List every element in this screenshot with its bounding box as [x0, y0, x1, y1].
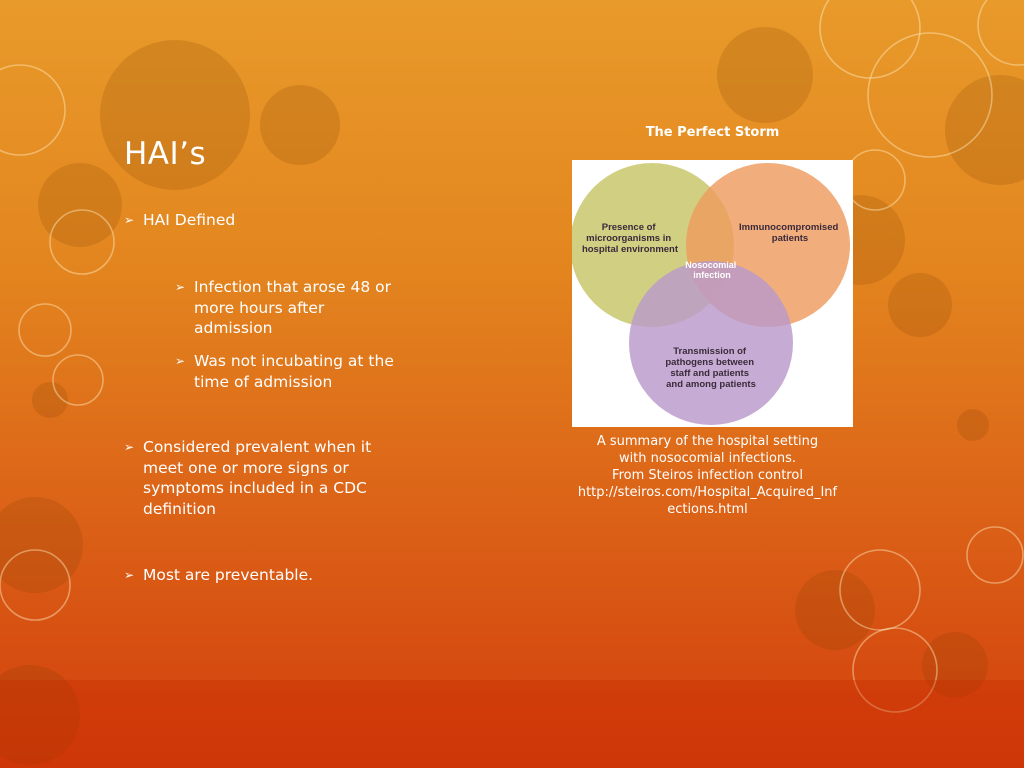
sub-bullet-48-hours	[175, 277, 400, 339]
caption-line: with nosocomial infections.	[618, 451, 797, 466]
figure-caption	[555, 433, 860, 518]
venn-label-line: infection	[693, 270, 731, 280]
bullet-text: Was not incubating at the time of admission	[194, 352, 394, 391]
venn-label-nosocomial	[685, 260, 739, 280]
venn-label-line: and among patients	[666, 379, 756, 390]
venn-label-line: staff and patients	[670, 368, 750, 379]
bullet-preventable	[124, 565, 424, 586]
caption-line: A summary of the hospital setting	[596, 434, 819, 449]
bullet-text: Most are preventable.	[143, 566, 314, 584]
venn-label-line: hospital environment	[581, 244, 679, 255]
venn-label-line: pathogens between	[665, 357, 755, 368]
venn-label-line: patients	[771, 233, 809, 244]
bullet-arrow-icon: ➢	[124, 213, 135, 227]
venn-diagram	[572, 160, 853, 427]
bullet-text: Considered prevalent when it meet one or more signs or symptoms included in a CDC definition	[143, 438, 372, 518]
slide-title: HAI’s	[124, 136, 207, 172]
caption-line: From Steiros infection control	[612, 468, 803, 483]
venn-label-line: Immunocompromised	[739, 222, 839, 233]
bullet-arrow-icon: ➢	[175, 280, 186, 294]
sub-bullet-not-incubating	[175, 351, 400, 392]
venn-label-line: Transmission of	[673, 346, 747, 357]
venn-label-line: Nosocomial	[685, 260, 737, 270]
bullet-cdc-definition	[124, 437, 414, 519]
caption-line: ections.html	[667, 502, 748, 517]
bullet-arrow-icon: ➢	[175, 354, 186, 368]
venn-circle-transmission	[629, 261, 793, 425]
bottom-band	[0, 680, 1024, 768]
venn-label-line: microorganisms in	[586, 233, 672, 244]
bullet-text: Infection that arose 48 or more hours after admission	[194, 278, 391, 337]
bullet-arrow-icon: ➢	[124, 440, 135, 454]
venn-label-transmission	[665, 346, 756, 390]
caption-line: http://steiros.com/Hospital_Acquired_Inf	[577, 485, 838, 500]
bullet-text: HAI Defined	[143, 211, 236, 229]
figure-title: The Perfect Storm	[645, 125, 780, 140]
venn-label-line: Presence of	[601, 222, 656, 233]
bullet-arrow-icon: ➢	[124, 568, 135, 582]
bullet-hai-defined	[124, 210, 424, 231]
venn-diagram-image	[572, 160, 853, 427]
